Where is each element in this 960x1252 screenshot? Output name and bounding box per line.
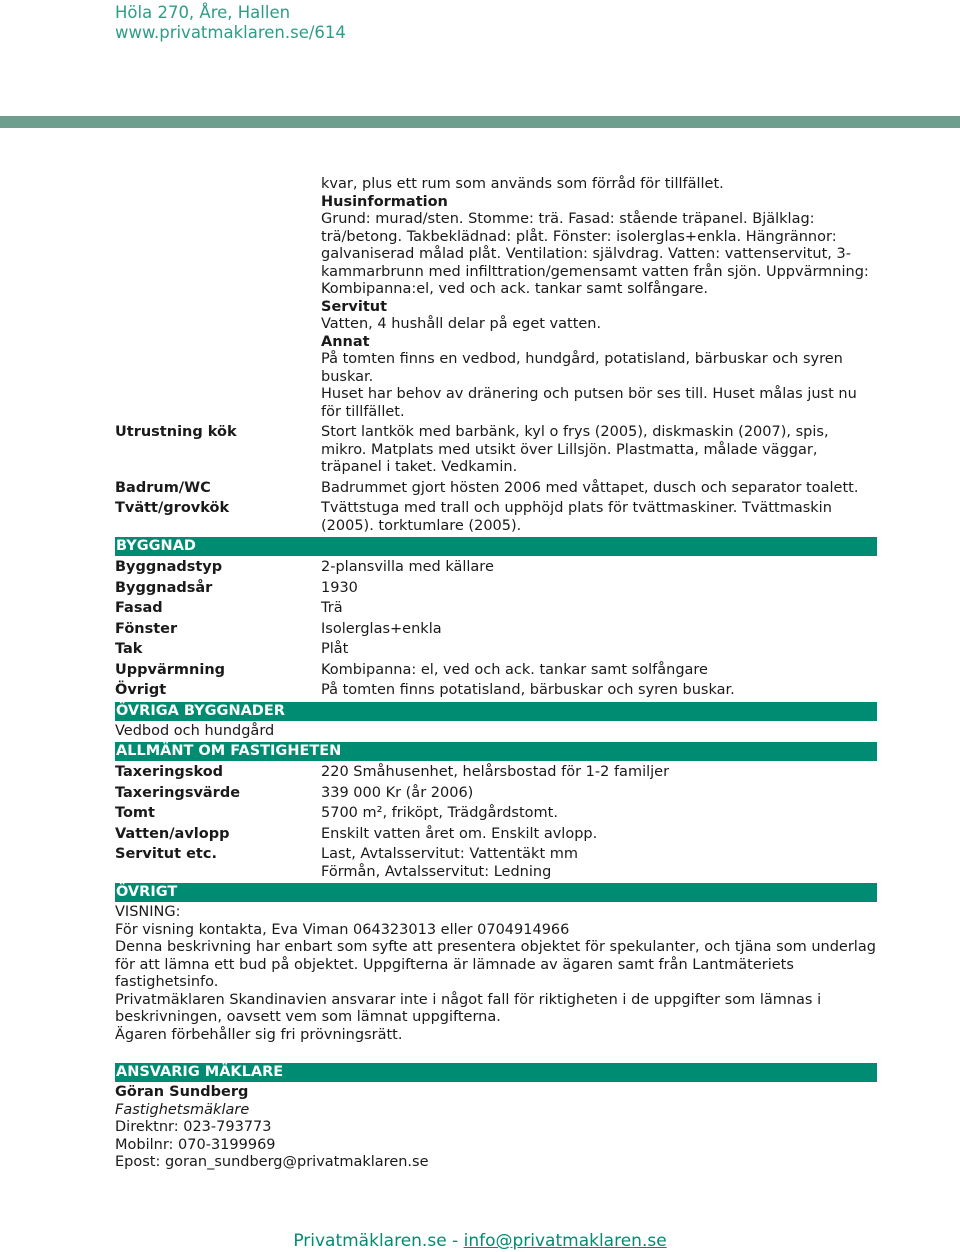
- disclaimer-paragraph: Privatmäklaren Skandinavien ansvarar inte i något fall för riktigheten i de uppgifter som lämnas i beskrivningen, oavsett vem som lämnat uppgifterna.: [115, 991, 822, 1025]
- annat-heading: Annat: [321, 333, 370, 350]
- allmant-row: [115, 805, 877, 823]
- byggnad-value: Trä: [321, 600, 343, 616]
- property-url[interactable]: www.privatmaklaren.se/614: [115, 23, 346, 42]
- servitut-line: Förmån, Avtalsservitut: Ledning: [321, 863, 552, 880]
- byggnad-row: [115, 621, 877, 639]
- section-ovrigt-header: ÖVRIGT: [115, 883, 877, 902]
- byggnad-value: Isolerglas+enkla: [321, 620, 442, 637]
- annat-text-1: På tomten finns en vedbod, hundgård, potatisland, bärbuskar och syren buskar.: [321, 351, 843, 385]
- servitut-line: Last, Avtalsservitut: Vattentäkt mm: [321, 846, 578, 862]
- byggnad-value: Kombipanna: el, ved och ack. tankar samt solfångare: [321, 661, 708, 678]
- equipment-row-tvatt: [115, 500, 877, 535]
- property-address: Höla 270, Åre, Hallen: [115, 3, 291, 22]
- equipment-row-kok: [115, 424, 877, 477]
- main-content: [115, 176, 877, 1172]
- agent-direct-phone: Direktnr: 023-793773: [115, 1119, 272, 1135]
- page-header: [115, 3, 346, 43]
- byggnad-value: Plåt: [321, 641, 349, 657]
- annat-text-2: Huset har behov av dränering och putsen bör ses till. Huset målas just nu för tillfället.: [321, 386, 857, 420]
- byggnad-label: Fasad: [115, 600, 163, 616]
- byggnad-label: Fönster: [115, 620, 178, 637]
- byggnad-row: [115, 682, 877, 700]
- agent-mobile-phone: Mobilnr: 070-3199969: [115, 1136, 276, 1153]
- allmant-value: Enskilt vatten året om. Enskilt avlopp.: [321, 825, 598, 842]
- footer-email-link[interactable]: info@privatmaklaren.se: [463, 1231, 667, 1251]
- allmant-value: [321, 846, 877, 881]
- byggnad-value: 2-plansvilla med källare: [321, 559, 494, 575]
- allmant-label: Tomt: [115, 805, 155, 821]
- footer-site: Privatmäklaren.se: [293, 1231, 447, 1251]
- byggnad-row: [115, 580, 877, 598]
- header-divider-bar: [0, 116, 960, 128]
- ovriga-byggnader-text: Vedbod och hundgård: [115, 722, 275, 739]
- byggnad-row: [115, 600, 877, 618]
- visning-label: VISNING:: [115, 904, 181, 920]
- section-byggnad-header: BYGGNAD: [115, 537, 877, 556]
- byggnad-row: [115, 641, 877, 659]
- byggnad-row: [115, 559, 877, 577]
- allmant-row: [115, 826, 877, 844]
- allmant-label: Taxeringskod: [115, 764, 224, 780]
- equipment-row-badrum: [115, 480, 877, 498]
- equipment-label: Badrum/WC: [115, 479, 211, 496]
- section-ovriga-byggnader-header: ÖVRIGA BYGGNADER: [115, 702, 877, 721]
- servitut-heading: Servitut: [321, 298, 388, 315]
- section-agent-header: ANSVARIG MÄKLARE: [115, 1063, 877, 1082]
- allmant-label: Servitut etc.: [115, 846, 217, 862]
- agent-name: Göran Sundberg: [115, 1084, 249, 1100]
- equipment-value: Stort lantkök med barbänk, kyl o frys (2005), diskmaskin (2007), spis, mikro. Matplats med utsikt över Lillsjön. Plastmatta, målade väggar, träpanel i taket. Vedkamin.: [321, 424, 829, 475]
- byggnad-label: Byggnadstyp: [115, 559, 223, 575]
- agent-role: Fastighetsmäklare: [115, 1101, 250, 1118]
- equipment-label: Utrustning kök: [115, 424, 237, 440]
- equipment-value: Badrummet gjort hösten 2006 med våttapet, dusch och separator toalett.: [321, 479, 859, 496]
- allmant-row: [115, 764, 877, 782]
- equipment-value: Tvättstuga med trall och upphöjd plats för tvättmaskiner. Tvättmaskin (2005). torktumlare (2005).: [321, 500, 832, 534]
- byggnad-label: Övrigt: [115, 682, 167, 698]
- byggnad-value: På tomten finns potatisland, bärbuskar och syren buskar.: [321, 682, 735, 698]
- byggnad-label: Byggnadsår: [115, 579, 213, 596]
- page-footer: [0, 1231, 960, 1251]
- allmant-label: Vatten/avlopp: [115, 825, 230, 842]
- husinformation-text: Grund: murad/sten. Stomme: trä. Fasad: stående träpanel. Bjälklag: trä/betong. Takbeklädnad: plåt. Fönster: isolerglas+enkla. Hängrännor: galvaniserad målad plåt. Ventilation: självdrag. Vatten: vattenservitut, 3-kammarbrunn med infilttration/gemensamt vatten från sjön. Uppvärmning: Kombipanna:el, ved och ack. tankar samt solfångare.: [321, 211, 869, 297]
- description-continuation: [321, 176, 877, 421]
- intro-line: kvar, plus ett rum som används som förråd för tillfället.: [321, 176, 724, 192]
- disclaimer-paragraph: Denna beskrivning har enbart som syfte att presentera objektet för spekulanter, och tjäna som underlag för att lämna ett bud på objektet. Uppgifterna är lämnade av ägaren samt från Lantmäteriets fastighetsinfo.: [115, 939, 876, 990]
- allmant-row: [115, 785, 877, 803]
- agent-email: Epost: goran_sundberg@privatmaklaren.se: [115, 1154, 429, 1170]
- visning-contact: För visning kontakta, Eva Viman 064323013 eller 0704914966: [115, 921, 570, 938]
- byggnad-label: Tak: [115, 641, 143, 657]
- husinformation-heading: Husinformation: [321, 193, 448, 210]
- allmant-label: Taxeringsvärde: [115, 784, 241, 801]
- allmant-value: 220 Småhusenhet, helårsbostad för 1-2 familjer: [321, 764, 670, 780]
- footer-separator: -: [446, 1231, 464, 1251]
- allmant-row-servitut: [115, 846, 877, 881]
- servitut-text: Vatten, 4 hushåll delar på eget vatten.: [321, 316, 602, 332]
- disclaimer-paragraph: Ägaren förbehåller sig fri prövningsrätt.: [115, 1026, 403, 1043]
- byggnad-label: Uppvärmning: [115, 661, 226, 678]
- allmant-value: 5700 m², friköpt, Trädgårdstomt.: [321, 805, 558, 821]
- allmant-value: 339 000 Kr (år 2006): [321, 784, 474, 801]
- byggnad-value: 1930: [321, 579, 358, 596]
- equipment-label: Tvätt/grovkök: [115, 500, 230, 516]
- section-allmant-header: ALLMÄNT OM FASTIGHETEN: [115, 742, 877, 761]
- byggnad-row: [115, 662, 877, 680]
